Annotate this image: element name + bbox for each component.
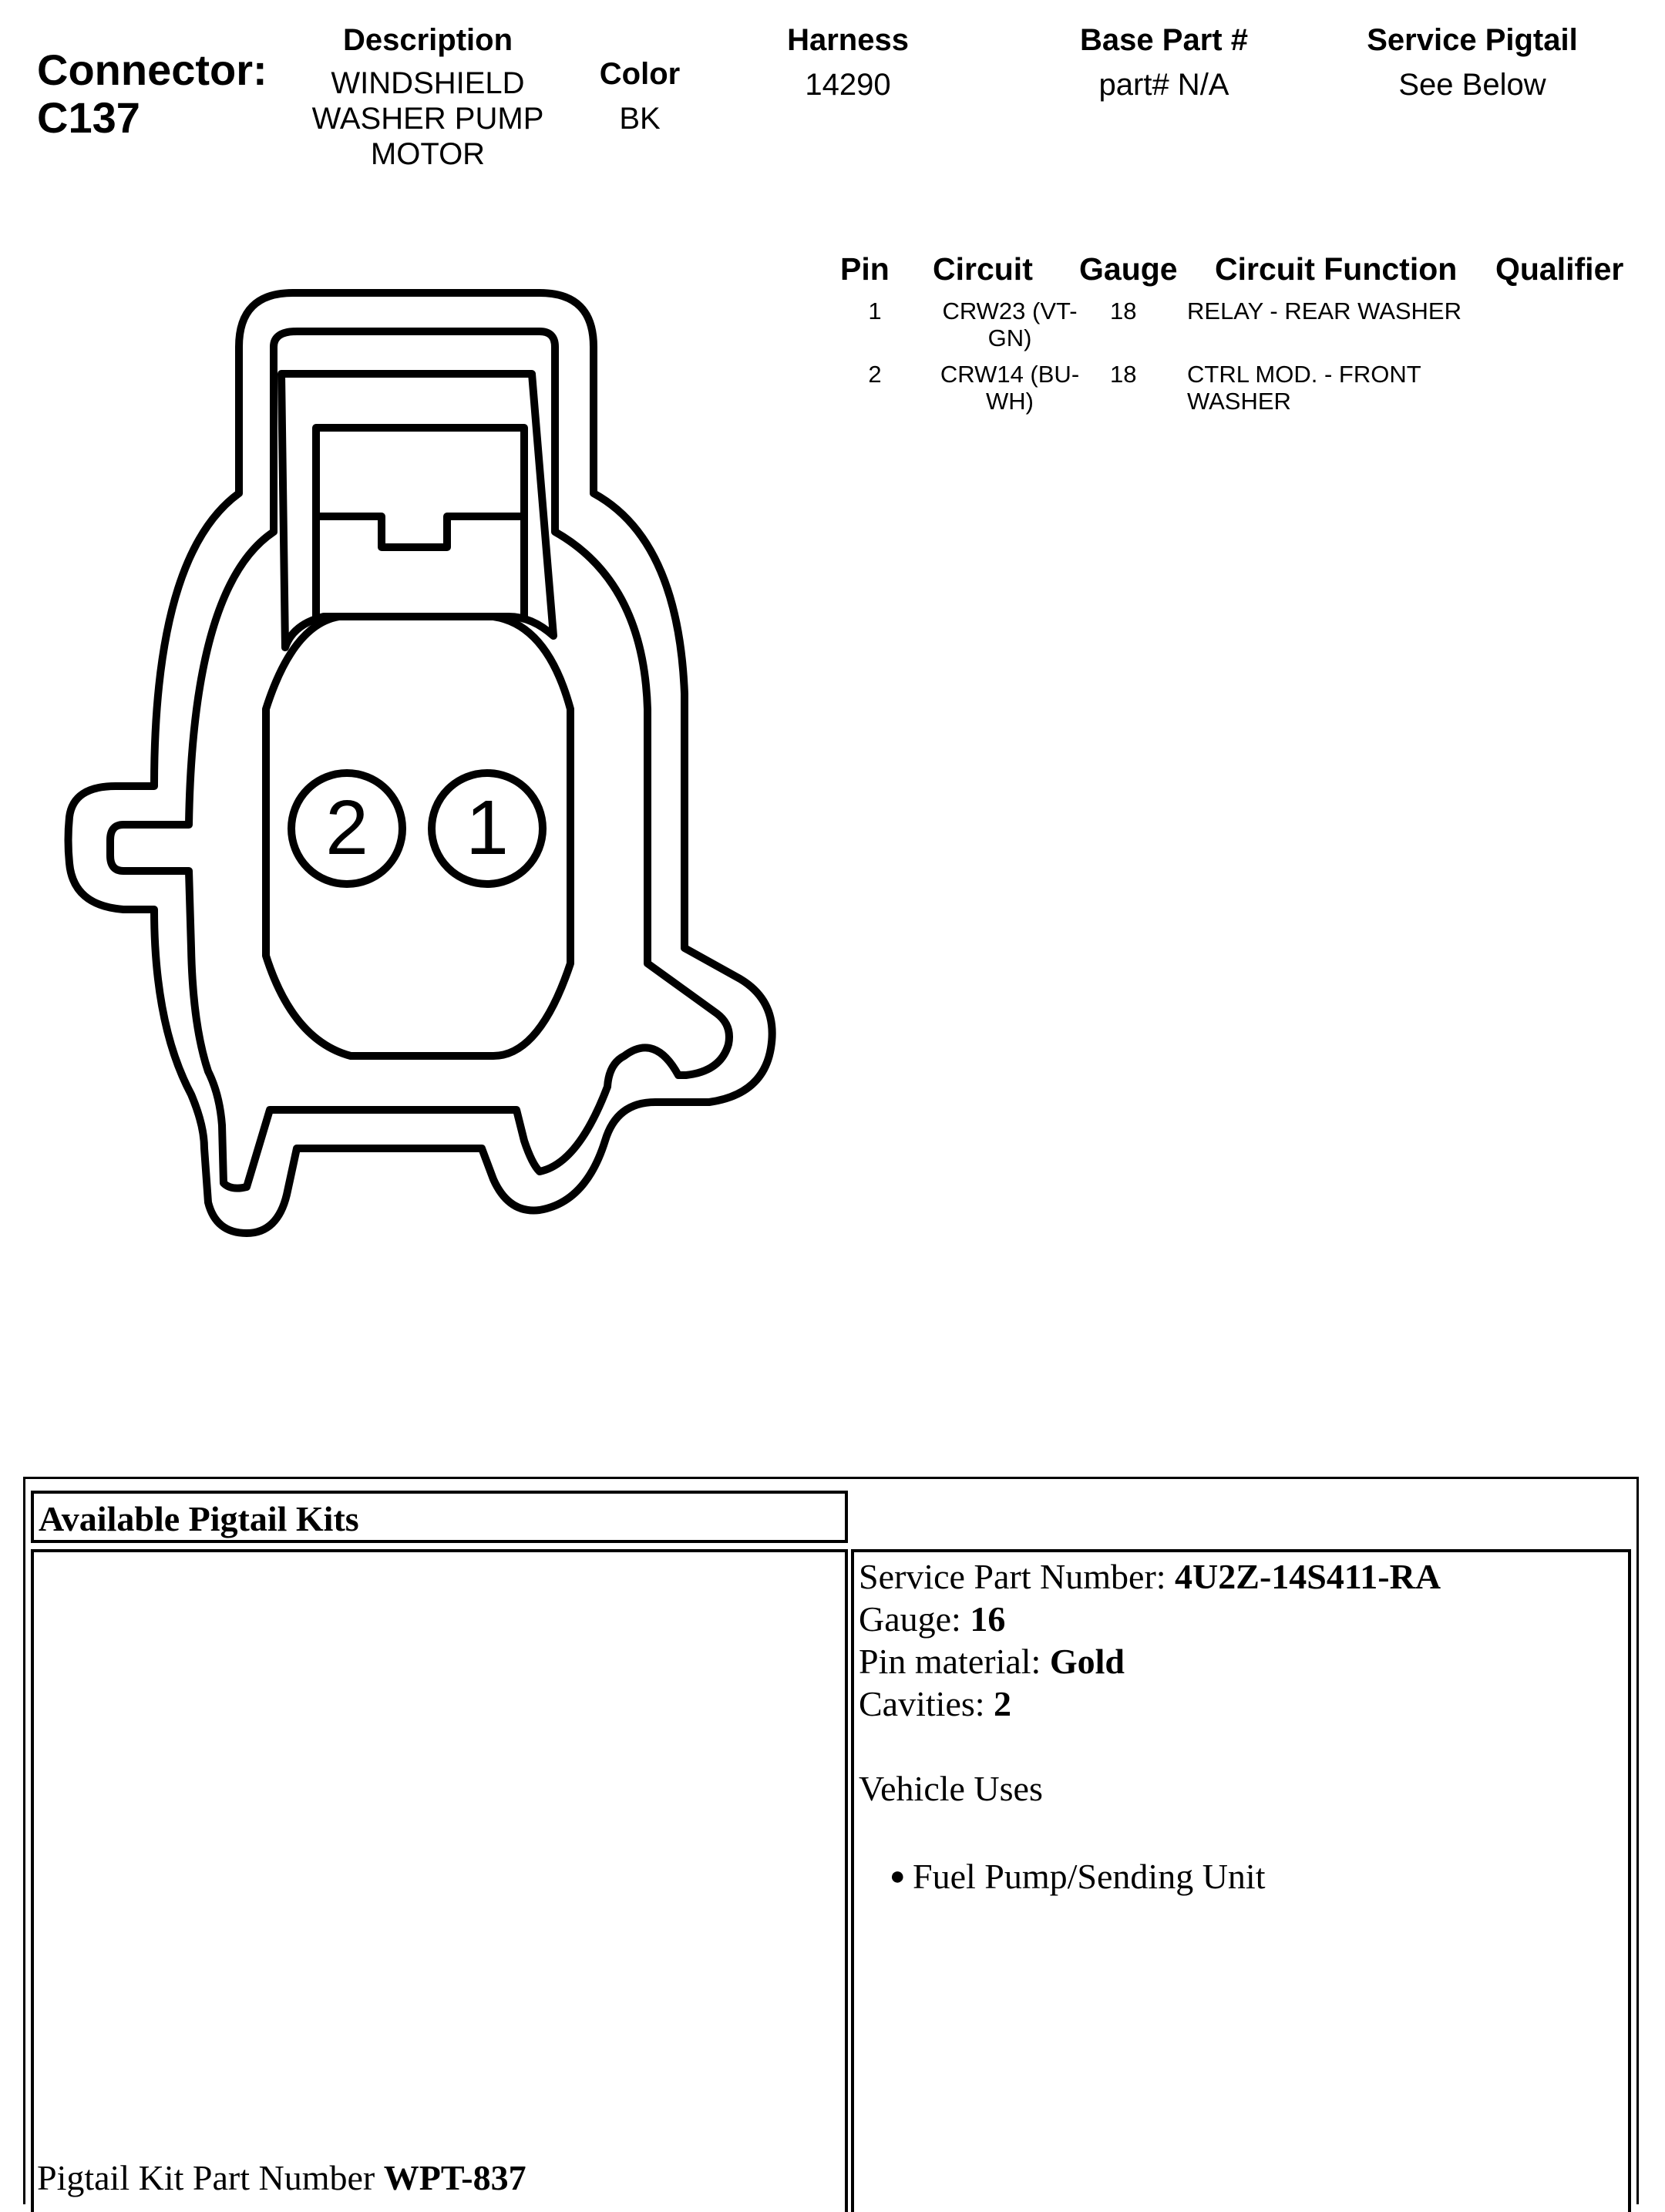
cavities-label: Cavities: xyxy=(859,1684,994,1723)
pigtail-details-cell xyxy=(851,1549,1631,2212)
connector-outer-outline xyxy=(69,293,772,1233)
color-heading: Color xyxy=(599,57,681,91)
harness-heading: Harness xyxy=(787,23,909,57)
function-line: RELAY - REAR WASHER xyxy=(1187,298,1462,324)
service-part-value: 4U2Z-14S411-RA xyxy=(1175,1557,1441,1596)
service-pigtail-heading: Service Pigtail xyxy=(1367,23,1578,57)
gauge-value: 16 xyxy=(970,1599,1006,1639)
latch-outer xyxy=(281,374,553,647)
service-part-number xyxy=(859,1555,1441,1598)
pin-number: 1 xyxy=(868,298,882,324)
cavities-value: 2 xyxy=(994,1684,1012,1723)
connector-label: Connector: xyxy=(37,45,267,94)
base-part-heading: Base Part # xyxy=(1080,23,1248,57)
pin-number: 2 xyxy=(868,361,882,388)
color-value: BK xyxy=(619,102,661,136)
gauge-label: Gauge: xyxy=(859,1599,970,1639)
table-row xyxy=(825,361,1657,422)
vehicle-uses-heading: Vehicle Uses xyxy=(859,1769,1043,1808)
service-pigtail-value: See Below xyxy=(1398,68,1546,102)
description-line: WINDSHIELD xyxy=(331,66,525,100)
gauge-cell: 18 xyxy=(1110,361,1137,388)
bullet-icon: ● xyxy=(890,1862,906,1891)
list-item xyxy=(859,1855,1441,1898)
circuit-function-cell xyxy=(1187,298,1511,324)
circuit-function-cell xyxy=(1187,361,1511,415)
description-line: WASHER PUMP xyxy=(311,102,544,136)
circuit-line: GN) xyxy=(987,324,1032,351)
kit-label: Pigtail Kit Part Number xyxy=(37,2158,384,2197)
description-line: MOTOR xyxy=(370,137,486,171)
pin-material xyxy=(859,1640,1441,1683)
pigtail-title: Available Pigtail Kits xyxy=(39,1499,359,1538)
qualifier-column-header: Qualifier xyxy=(1495,251,1624,287)
service-part-label: Service Part Number: xyxy=(859,1557,1176,1596)
base-part-column xyxy=(1025,23,1303,103)
gauge-cell: 18 xyxy=(1110,298,1137,324)
circuit-line: CRW23 (VT- xyxy=(942,298,1078,324)
gauge xyxy=(859,1598,1441,1640)
circuit-cell xyxy=(910,298,1110,351)
base-part-value: part# N/A xyxy=(1098,68,1229,102)
connector-id: C137 xyxy=(37,93,140,142)
cavities xyxy=(859,1683,1441,1725)
vehicle-use: Fuel Pump/Sending Unit xyxy=(913,1857,1266,1896)
circuit-line: CRW14 (BU- xyxy=(940,361,1080,388)
pin-column-header: Pin xyxy=(840,251,890,287)
gauge-column-header: Gauge xyxy=(1079,251,1178,287)
pigtail-kit-part-number xyxy=(37,2157,526,2199)
pin-material-value: Gold xyxy=(1049,1642,1125,1681)
kit-value: WPT-837 xyxy=(383,2158,526,2197)
latch-notch xyxy=(320,516,520,547)
description-heading: Description xyxy=(342,23,513,57)
circuit-line: WH) xyxy=(986,388,1034,415)
connector-face-diagram xyxy=(0,0,848,1310)
circuit-function-column-header: Circuit Function xyxy=(1215,251,1458,287)
function-line: WASHER xyxy=(1187,388,1291,415)
pigtail-kit-cell xyxy=(31,1549,848,2212)
harness-value: 14290 xyxy=(805,68,891,102)
function-line: CTRL MOD. - FRONT xyxy=(1187,361,1421,388)
service-pigtail-column xyxy=(1326,23,1619,103)
pigtail-title-cell xyxy=(31,1491,848,1543)
circuit-cell xyxy=(910,361,1110,415)
pigtail-details xyxy=(859,1555,1441,1898)
pin-cavity-body xyxy=(266,617,570,1056)
latch-inner xyxy=(316,428,524,617)
pin-table-header xyxy=(825,251,1657,298)
pin-material-label: Pin material: xyxy=(859,1642,1050,1681)
pin-2-label: 2 xyxy=(325,785,368,871)
circuit-column-header: Circuit xyxy=(933,251,1033,287)
pin-1-label: 1 xyxy=(466,785,509,871)
table-row xyxy=(825,298,1657,359)
